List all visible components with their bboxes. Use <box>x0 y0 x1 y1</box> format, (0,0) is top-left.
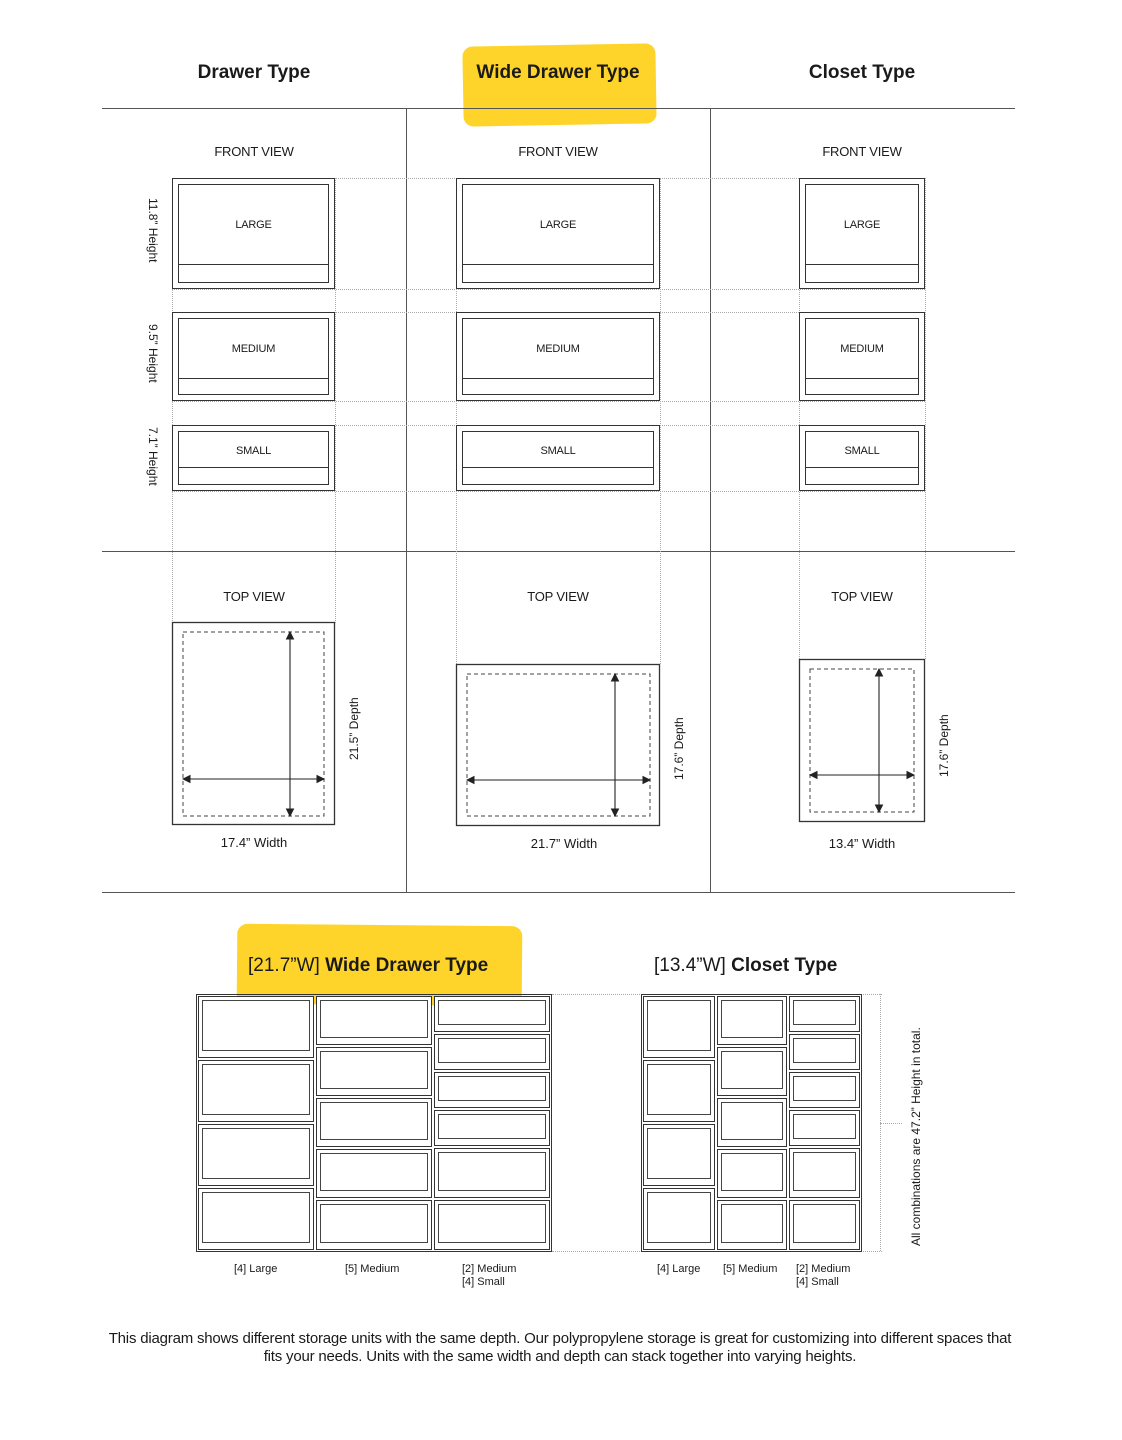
closet-unit-medium <box>789 1200 860 1250</box>
wide-unit-small <box>434 1034 550 1070</box>
closet-unit-large <box>643 1188 715 1250</box>
front-view-label-3: FRONT VIEW <box>822 144 902 159</box>
caption-closet-mixed-line1: [2] Medium <box>796 1263 851 1275</box>
drawer-size-label: MEDIUM <box>536 343 580 355</box>
width-label-wide-drawer: 21.7” Width <box>530 836 598 851</box>
closet-unit-small <box>789 1072 860 1108</box>
depth-label-wide-drawer: 17.6” Depth <box>672 717 686 780</box>
wide-unit-small <box>434 1072 550 1108</box>
caption-closet-large: [4] Large <box>657 1263 701 1275</box>
caption-closet-mixed <box>796 1263 850 1289</box>
closet-unit-large <box>643 996 715 1058</box>
drawer-size-label: MEDIUM <box>231 343 276 355</box>
closet-unit-small <box>789 1110 860 1146</box>
wide-unit-large <box>198 1124 314 1186</box>
top-view-drawer-type <box>173 623 335 825</box>
closet-unit-small <box>789 1034 860 1070</box>
column-title-drawer: Drawer Type <box>197 62 311 83</box>
drawer-size-label: SMALL <box>540 445 576 457</box>
wide-unit-small <box>434 1110 550 1146</box>
column-title-closet: Closet Type <box>808 62 916 83</box>
front-view-label-1: FRONT VIEW <box>214 144 294 159</box>
wide-unit-medium <box>316 1098 432 1147</box>
top-view-closet-type <box>800 660 925 822</box>
top-view-wide-drawer-type <box>457 665 660 826</box>
width-label-drawer: 17.4” Width <box>220 835 288 850</box>
wide-unit-medium <box>316 996 432 1045</box>
closet-unit-medium <box>717 1047 787 1096</box>
caption-wide-medium: [5] Medium <box>345 1263 400 1275</box>
footer-description: This diagram shows different storage units with the same depth. Our polypropylene storage is great for customizing into different spaces that fits your needs. Units with the same width and depth can stack together into varying heights. <box>108 1330 1012 1365</box>
wide-unit-medium <box>316 1047 432 1096</box>
depth-label-drawer: 21.5” Depth <box>347 697 361 760</box>
closet-unit-medium <box>717 1098 787 1147</box>
closet-unit-medium <box>789 1148 860 1198</box>
closet-unit-medium <box>717 1200 787 1250</box>
drawer-size-label: LARGE <box>539 219 577 231</box>
caption-closet-medium: [5] Medium <box>723 1263 778 1275</box>
top-view-label-1: TOP VIEW <box>223 589 285 604</box>
stack-guide-mid <box>880 1123 902 1124</box>
front-view-label-2: FRONT VIEW <box>518 144 598 159</box>
closet-combo-title-name: Closet Type <box>731 955 838 976</box>
caption-wide-mixed-line2: [4] Small <box>462 1276 505 1288</box>
drawer-size-label: LARGE <box>843 219 881 231</box>
closet-combo-title <box>654 955 837 977</box>
closet-unit-small <box>789 996 860 1032</box>
wide-combo-title-name: Wide Drawer Type <box>325 955 489 976</box>
wide-unit-small <box>434 996 550 1032</box>
total-height-note: All combinations are 47.2” Height in total. <box>909 1027 923 1246</box>
closet-combo-title-bracket: [13.4”W] <box>654 955 726 976</box>
height-label-small: 7.1” Height <box>146 427 160 486</box>
closet-unit-medium <box>717 1149 787 1198</box>
wide-unit-large <box>198 1060 314 1122</box>
top-view-label-2: TOP VIEW <box>527 589 589 604</box>
wide-unit-medium <box>316 1200 432 1250</box>
width-label-closet: 13.4” Width <box>828 836 896 851</box>
caption-wide-mixed-line1: [2] Medium <box>462 1263 517 1275</box>
drawer-size-label: MEDIUM <box>840 343 884 355</box>
wide-unit-medium <box>434 1200 550 1250</box>
closet-unit-large <box>643 1060 715 1122</box>
wide-unit-large <box>198 996 314 1058</box>
wide-combo-title-bracket: [21.7”W] <box>248 955 320 976</box>
height-label-medium: 9.5” Height <box>146 324 160 383</box>
drawer-size-label: SMALL <box>844 445 880 457</box>
depth-label-closet: 17.6” Depth <box>937 714 951 777</box>
drawer-size-label: SMALL <box>235 445 272 457</box>
closet-unit-medium <box>717 996 787 1045</box>
closet-unit-large <box>643 1124 715 1186</box>
height-label-large: 11.8” Height <box>146 198 160 263</box>
top-view-label-3: TOP VIEW <box>831 589 893 604</box>
caption-closet-mixed-line2: [4] Small <box>796 1276 839 1288</box>
wide-unit-large <box>198 1188 314 1250</box>
wide-unit-medium <box>316 1149 432 1198</box>
caption-wide-mixed <box>462 1263 516 1289</box>
wide-combo-title <box>248 955 488 977</box>
wide-unit-medium <box>434 1148 550 1198</box>
column-title-wide-drawer: Wide Drawer Type <box>476 62 640 83</box>
caption-wide-large: [4] Large <box>234 1263 278 1275</box>
drawer-size-label: LARGE <box>235 219 272 231</box>
